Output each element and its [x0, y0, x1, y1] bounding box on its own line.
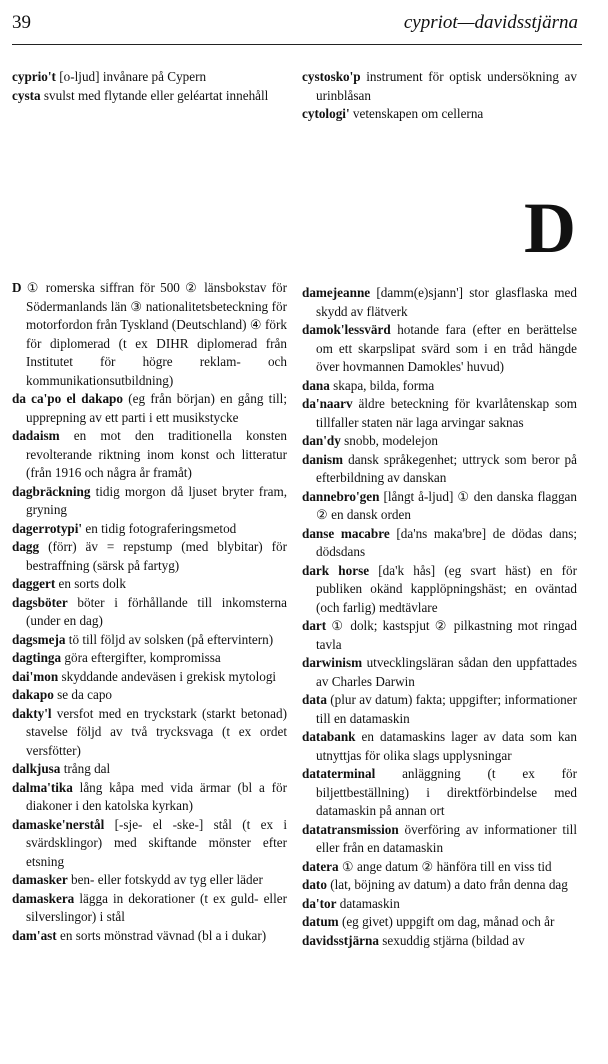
dictionary-entry: [302, 617, 577, 654]
page-header: [12, 12, 578, 38]
entry-headword: cytologi': [302, 106, 350, 121]
entry-headword: dart: [302, 618, 327, 633]
entry-definition: tö till följd av solsken (på eftervintern): [68, 631, 274, 647]
dictionary-entry: [302, 728, 577, 765]
entry-definition: (förr) äv = repstump (med blybitar) för bestraffning (särsk på fartyg): [26, 539, 288, 573]
entry-headword: cystosko'p: [302, 69, 361, 84]
entry-headword: dato: [302, 877, 327, 892]
dictionary-entry: [12, 87, 287, 106]
entry-headword: dai'mon: [12, 668, 59, 684]
entry-headword: damok'lessvärd: [302, 322, 391, 337]
dictionary-entry: [302, 377, 577, 396]
dictionary-entry: [302, 691, 577, 728]
dictionary-entry: [302, 105, 577, 124]
entry-headword: datera: [302, 858, 339, 874]
dictionary-entry: [12, 520, 287, 539]
entry-definition: (eg från början) en gång till; upprepning av ett parti i ett musikstycke: [26, 391, 287, 425]
entry-headword: cysta: [12, 87, 41, 103]
entry-headword: datum: [302, 914, 339, 929]
entry-definition: lång kåpa med vida ärmar (bl a för diakoner i den katolska kyrkan): [26, 779, 288, 813]
entry-definition: en sorts dolk: [58, 576, 126, 591]
dictionary-entry: [12, 427, 287, 483]
entry-definition: böter i förhållande till inkomsterna (under en dag): [26, 594, 287, 628]
entry-headword: da ca'po el dakapo: [12, 391, 123, 406]
entry-headword: dagerrotypi': [12, 520, 83, 536]
dictionary-entry: [12, 631, 287, 650]
entry-headword: dakapo: [12, 687, 54, 702]
dictionary-entry: [302, 876, 577, 895]
entry-headword: dagg: [12, 539, 40, 554]
entry-definition: göra eftergifter, kompromissa: [64, 650, 221, 665]
entry-definition: [da'k hås] (eg svart häst) en för publiken okänd kapplöpningshäst; en oväntad (och farlig) medtävlare: [316, 562, 578, 615]
left-column: [12, 279, 287, 945]
dictionary-entry: [302, 932, 577, 951]
entry-headword: dark horse: [302, 562, 370, 578]
entry-definition: en sorts mönstrad vävnad (bl a i dukar): [60, 927, 267, 943]
entry-headword: dagbräckning: [12, 483, 91, 499]
entry-definition: skapa, bilda, forma: [333, 377, 435, 393]
entry-definition: sexuddig stjärna (bildad av: [382, 932, 525, 948]
top-left-column: [12, 68, 287, 105]
entry-definition: (eg givet) uppgift om dag, månad och år: [341, 914, 555, 929]
dictionary-entry: [302, 654, 577, 691]
entry-definition: ben- eller fotskydd av tyg eller läder: [70, 872, 263, 887]
entry-headword: da'naarv: [302, 396, 353, 411]
entry-definition: lägga in dekorationer (t ex guld- eller silverslingor) i stål: [26, 890, 287, 924]
entry-headword: dalkjusa: [12, 761, 61, 776]
dictionary-entry: [12, 705, 287, 761]
entry-definition: vetenskapen om cellerna: [352, 106, 484, 121]
dictionary-entry: [12, 483, 287, 520]
entry-definition: äldre beteckning för kvarlåtenskap som tillfaller staten när laga arvingar saknas: [316, 396, 578, 430]
entry-definition: (plur av datum) fakta; uppgifter; informationer till en datamaskin: [316, 692, 578, 726]
entry-definition: en tidig fotograferingsmetod: [85, 520, 237, 536]
entry-headword: dalma'tika: [12, 779, 73, 795]
dictionary-entry: [302, 765, 577, 821]
dictionary-entry: [12, 390, 287, 427]
top-right-column: [302, 68, 577, 124]
entry-definition: ① romerska siffran för 500 ② länsbokstav för Södermanlands län ③ nationalitetsbeteckning för motorfordon från Tyskland (Deutschland) ④ förk för diplomerad (t ex DIHR diplomerad från Institutet för högre reklam- och kommunikationsutbildning): [26, 280, 288, 388]
dictionary-entry: [12, 594, 287, 631]
entry-definition: snobb, modelejon: [344, 433, 438, 448]
entry-definition: versfot med en tryckstark (starkt betonad) stavelse följd av två trycksvaga (t ex ordet versfötter): [26, 705, 287, 758]
entry-headword: damaske'nerstål: [12, 816, 105, 832]
entry-headword: dadaism: [12, 428, 60, 443]
entry-headword: daggert: [12, 576, 56, 591]
entry-headword: dannebro'gen: [302, 488, 380, 504]
dictionary-entry: [12, 686, 287, 705]
entry-definition: tidig morgon då ljuset bryter fram, gryning: [26, 483, 287, 517]
header-rule: [12, 44, 582, 45]
dictionary-entry: [302, 895, 577, 914]
dictionary-entry: [12, 575, 287, 594]
entry-definition: en datamaskins lager av data som kan utnyttjas för olika slags upplysningar: [316, 729, 577, 763]
entry-headword: da'tor: [302, 895, 337, 911]
dictionary-entry: [302, 562, 577, 618]
entry-headword: dana: [302, 377, 330, 393]
entry-headword: dagtinga: [12, 650, 62, 665]
entry-definition: [damm(e)sjann'] stor glasflaska med skydd av flätverk: [316, 285, 578, 319]
dictionary-entry: [12, 668, 287, 687]
right-column: [302, 284, 577, 950]
entry-headword: davidsstjärna: [302, 932, 379, 948]
dictionary-entry: [302, 395, 577, 432]
entry-definition: överföring av informationer till eller från en datamaskin: [316, 821, 577, 855]
section-letter: D: [524, 188, 576, 268]
entry-headword: damejeanne: [302, 285, 371, 300]
entry-headword: damasker: [12, 872, 68, 887]
dictionary-entry: [12, 279, 287, 390]
dictionary-entry: [302, 321, 577, 377]
dictionary-entry: [12, 760, 287, 779]
dictionary-entry: [302, 284, 577, 321]
entry-definition: datamaskin: [339, 895, 400, 911]
dictionary-entry: [12, 927, 287, 946]
dictionary-entry: [12, 538, 287, 575]
entry-definition: (lat, böjning av datum) a dato från denna dag: [330, 877, 568, 892]
dictionary-entry: [12, 649, 287, 668]
entry-headword: dagsmeja: [12, 631, 66, 647]
page-number: 39: [12, 12, 31, 33]
dictionary-entry: [12, 779, 287, 816]
dictionary-entry: [302, 858, 577, 877]
dictionary-entry: [302, 432, 577, 451]
entry-definition: trång dal: [63, 761, 111, 776]
entry-definition: skyddande andeväsen i grekisk mytologi: [61, 668, 277, 684]
entry-headword: danism: [302, 451, 344, 467]
entry-headword: dataterminal: [302, 766, 376, 781]
entry-definition: en mot den traditionella konsten revolterande riktning inom konst och litteratur (från 1916 och några år framåt): [26, 428, 287, 480]
dictionary-entry: [12, 68, 287, 87]
entry-headword: danse macabre: [302, 525, 390, 541]
dictionary-entry: [302, 68, 577, 105]
entry-definition: ① ange datum ② hänföra till en viss tid: [341, 858, 552, 874]
dictionary-entry: [12, 890, 287, 927]
entry-headword: damaskera: [12, 890, 75, 906]
entry-headword: databank: [302, 729, 356, 744]
entry-definition: instrument för optisk undersökning av urinblåsan: [316, 69, 578, 103]
entry-definition: ① dolk; kastspjut ② pilkastning mot ringad tavla: [316, 618, 577, 652]
dictionary-entry: [302, 913, 577, 932]
entry-headword: dan'dy: [302, 433, 341, 448]
entry-definition: svulst med flytande eller geléartat innehåll: [43, 87, 269, 103]
dictionary-entry: [302, 821, 577, 858]
entry-definition: utvecklingsläran sådan den uppfattades av Charles Darwin: [316, 655, 578, 689]
dictionary-entry: [302, 451, 577, 488]
entry-headword: darwinism: [302, 655, 363, 670]
entry-definition: hotande fara (efter en berättelse om ett skarpslipat svärd som i en tråd hängde över hovmannen Damokles' huvud): [316, 322, 577, 374]
dictionary-entry: [12, 816, 287, 872]
entry-definition: [da'ns maka'bre] de dödas dans; dödsdans: [316, 525, 578, 559]
dictionary-entry: [302, 488, 577, 525]
entry-definition: se da capo: [57, 687, 113, 702]
entry-definition: [o-ljud] invånare på Cypern: [59, 69, 207, 84]
dictionary-entry: [302, 525, 577, 562]
entry-definition: [-sje- el -ske-] stål (t ex i svärdsklingor) med skiftande mönster efter etsning: [26, 816, 288, 869]
entry-headword: dakty'l: [12, 705, 52, 721]
entry-headword: dagsböter: [12, 594, 68, 610]
entry-definition: dansk språkegenhet; uttryck som beror på efterbildning av danskan: [316, 451, 578, 485]
entry-headword: datatransmission: [302, 821, 399, 837]
entry-headword: cyprio't: [12, 69, 56, 84]
running-head: cypriot—davidsstjärna: [403, 12, 578, 33]
dictionary-entry: [12, 871, 287, 890]
entry-headword: data: [302, 692, 327, 707]
entry-headword: D: [12, 280, 22, 295]
entry-definition: [långt å-ljud] ① den danska flaggan ② en dansk orden: [316, 488, 577, 522]
entry-headword: dam'ast: [12, 927, 57, 943]
entry-definition: anläggning (t ex för biljettbeställning) i direktförbindelse med datamaskin på annan ort: [316, 766, 577, 818]
